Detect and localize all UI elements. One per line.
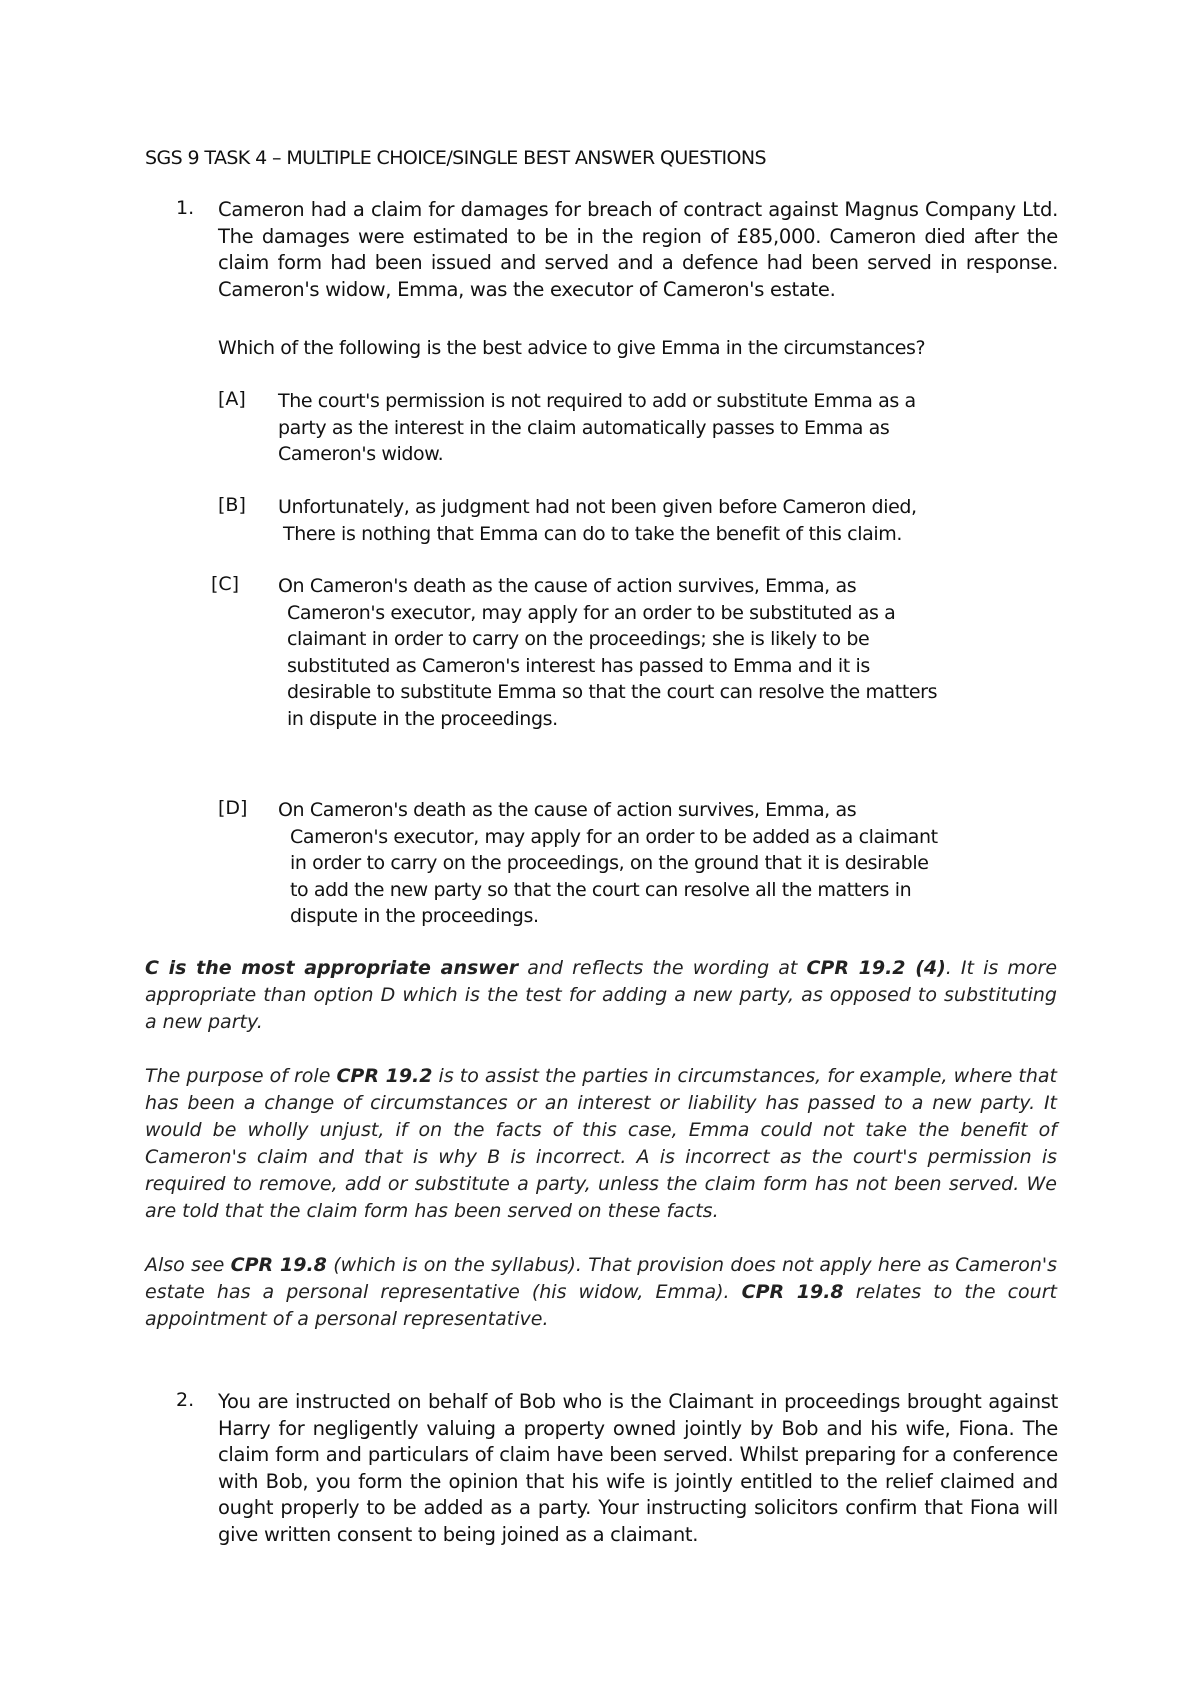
option-b-line: Unfortunately, as judgment had not been given before Cameron died, <box>278 496 917 518</box>
answer-text: relates to the court appointment of a personal representative. <box>145 1281 1057 1330</box>
cpr-reference: CPR 19.2 <box>336 1065 433 1087</box>
page-heading: SGS 9 TASK 4 – MULTIPLE CHOICE/SINGLE BEST ANSWER QUESTIONS <box>145 147 766 169</box>
cpr-reference: CPR 19.8 <box>230 1254 327 1276</box>
option-d-label: [D] <box>218 797 248 819</box>
option-d-line: On Cameron's death as the cause of action survives, Emma, as <box>278 799 857 821</box>
answer-text: (which is on the syllabus). That provision does not apply here as Cameron's estate has a personal representative (his widow, Emma). <box>145 1254 1057 1303</box>
option-d-line: to add the new party so that the court can resolve all the matters in <box>290 878 912 901</box>
cpr-reference: CPR 19.2 (4) <box>806 957 946 979</box>
answer-emphasis: C is the most appropriate answer <box>145 957 519 979</box>
option-c-line: in dispute in the proceedings. <box>287 707 558 730</box>
question-2-text: You are instructed on behalf of Bob who is the Claimant in proceedings brought against Harry for negligently valuing a property owned jointly by Bob and his wife, Fiona. The claim form and particulars of claim have been served. Whilst preparing for a conference with Bob, you form the opinion that his wife is jointly entitled to the relief claimed and ought properly to be added as a party. Your instructing solicitors confirm that Fiona will give written consent to being joined as a claimant. <box>218 1390 1058 1546</box>
answer-text: and reflects the wording at <box>518 957 807 979</box>
answer-paragraph-3 <box>145 1252 1057 1333</box>
option-b-text <box>278 494 917 547</box>
option-a-line: Cameron's widow. <box>278 443 444 465</box>
answer-paragraph-2 <box>145 1063 1057 1225</box>
option-a-text <box>278 388 916 468</box>
question-1-number: 1. <box>176 197 195 219</box>
answer-text: is to assist the parties in circumstances, for example, where that has been a change of circumstances or an interest or liability has passed to a new party. It would be wholly unjust, if on the facts of this case, Emma could not take the benefit of Cameron's claim and that is why B is incorrect. A is incorrect as the court's permission is required to remove, add or substitute a party, unless the claim form has not been served. We are told that the claim form has been served on these facts. <box>145 1065 1057 1222</box>
option-c-text <box>278 573 937 732</box>
option-d-text <box>278 797 938 930</box>
option-a-line: party as the interest in the claim automatically passes to Emma as <box>278 416 890 439</box>
answer-text: The purpose of role <box>145 1065 337 1087</box>
question-1-text: Cameron had a claim for damages for breach of contract against Magnus Company Ltd. The damages were estimated to be in the region of £85,000. Cameron died after the claim form had been issued and served and a defence had been served in response. Cameron's widow, Emma, was the executor of Cameron's estate. <box>218 198 1058 301</box>
option-c-line: On Cameron's death as the cause of action survives, Emma, as <box>278 575 857 597</box>
option-d-line: dispute in the proceedings. <box>290 905 539 927</box>
option-b-line: There is nothing that Emma can do to take the benefit of this claim. <box>283 522 902 545</box>
answer-paragraph-1 <box>145 955 1057 1036</box>
question-1-prompt: Which of the following is the best advice to give Emma in the circumstances? <box>218 337 926 359</box>
option-d-line: in order to carry on the proceedings, on the ground that it is desirable <box>290 852 929 874</box>
option-c-line: substituted as Cameron's interest has passed to Emma and it is <box>287 654 870 677</box>
option-b-label: [B] <box>218 494 246 516</box>
answer-text: . It is more appropriate than option D which is the test for adding a new party, as opposed to substituting a new party. <box>145 957 1058 1033</box>
option-a-line: The court's permission is not required to add or substitute Emma as a <box>278 390 916 412</box>
option-a-label: [A] <box>218 388 246 410</box>
answer-text: Also see <box>145 1254 231 1276</box>
option-c-line: claimant in order to carry on the proceedings; she is likely to be <box>287 628 870 650</box>
option-c-line: desirable to substitute Emma so that the court can resolve the matters <box>287 681 938 703</box>
option-c-line: Cameron's executor, may apply for an order to be substituted as a <box>287 601 896 624</box>
cpr-reference: CPR 19.8 <box>741 1281 844 1303</box>
option-d-line: Cameron's executor, may apply for an order to be added as a claimant <box>290 825 938 848</box>
question-2-number: 2. <box>176 1389 195 1411</box>
option-c-label: [C] <box>211 573 240 595</box>
